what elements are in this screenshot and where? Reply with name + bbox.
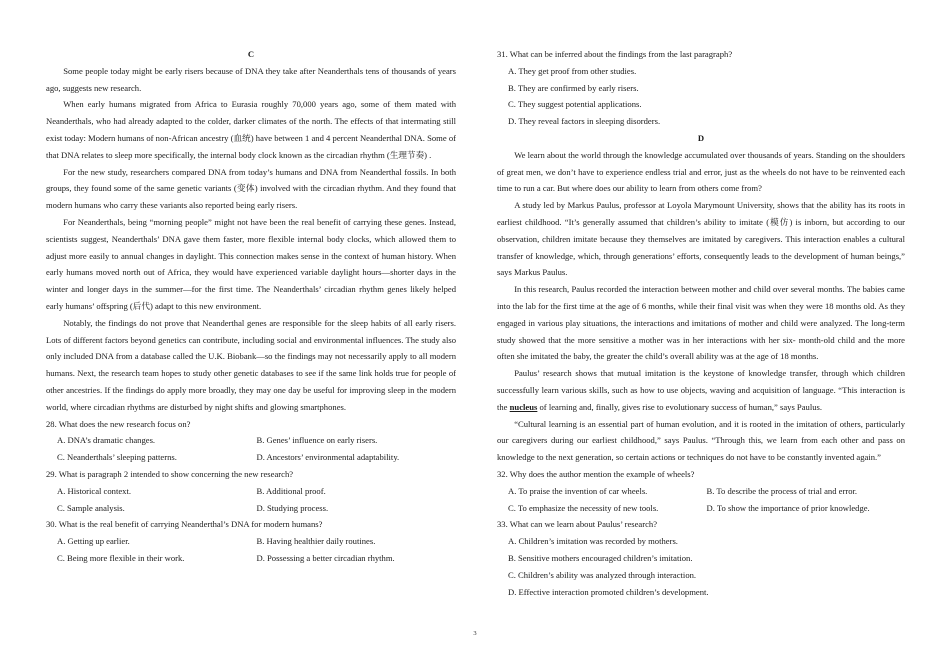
option-b: B. To describe the process of trial and error. [706,485,858,496]
question-30-stem: 30. What is the real benefit of carrying Neanderthal’s DNA for modern humans? [46,519,323,530]
option-b: B. Genes’ influence on early risers. [256,435,378,446]
option-c: C. To emphasize the necessity of new tools. [508,502,659,513]
keyword-nucleus: nucleus [509,401,538,412]
option-c: C. Neanderthals’ sleeping patterns. [57,452,177,463]
passage-d-paragraph-5: “Cultural learning is an essential part of human evolution, and it is rooted in the imitation of others, particularly our caregivers during our earliest childhood,” says Paulus. “Through this, we learn from each other and pass on knowledge to the next generation, so certain actions or techniques do not have to be constantly invented again.” [497,418,905,463]
paragraph-text: of learning and, finally, gives rise to evolutionary success of human,” says Paulus. [537,401,823,412]
option-c: C. Children’s ability was analyzed through interaction. [508,569,697,580]
question-30-options [46,533,456,567]
passage-c-paragraph-3: For the new study, researchers compared DNA from today’s humans and DNA from Neanderthal fossils. In both groups, they found some of the same genetic variants (变体) involved with the circadian rhythm. And they found that modern humans who carry these variants also reported being early risers. [46,166,456,211]
option-a: A. Getting up earlier. [57,536,130,547]
option-a: A. Historical context. [57,485,131,496]
section-heading-c: C [247,49,255,59]
paragraph-text: Paulus’ research shows that mutual imitation is the keystone of knowledge transfer, through which children successfully learn various skills, such as how to use objects, waving and acquisition of language. “This interaction is the [497,368,905,412]
option-c: C. They suggest potential applications. [508,99,642,110]
question-32-stem: 32. Why does the author mention the example of wheels? [497,468,695,479]
page-number: 3 [473,630,477,637]
question-31-stem: 31. What can be inferred about the findings from the last paragraph? [497,49,733,59]
option-d: D. Effective interaction promoted children’s development. [508,586,709,597]
question-28-stem: 28. What does the new research focus on? [46,418,191,429]
option-d: D. Ancestors’ environmental adaptability. [256,452,400,463]
question-29-options [46,483,456,517]
option-d: D. Studying process. [256,502,329,513]
option-c: C. Sample analysis. [57,502,125,513]
option-b: B. Additional proof. [256,485,326,496]
option-a: A. To praise the invention of car wheels. [508,485,648,496]
option-b: B. They are confirmed by early risers. [508,82,639,93]
passage-c-paragraph-1: Some people today might be early risers because of DNA they take after Neanderthals tens of thousands of years ago, suggests new research. [46,65,456,93]
option-a: A. Children’s imitation was recorded by mothers. [508,536,678,547]
question-29-stem: 29. What is paragraph 2 intended to show concerning the new research? [46,468,294,479]
question-33-options [497,533,905,600]
question-31-options [497,63,905,130]
passage-d-paragraph-3: In this research, Paulus recorded the interaction between mother and child over several months. The babies came into the lab for the first time at the age of 6 months, while their final visit was when they were 18 months old. As they engaged in various play situations, the interactions and imitations of mother and child were analyzed. The long-term study showed that the more sensitive a mother was in her interactions with her six- month-old child and the more often she imitated the baby, the greater the child’s overall ability was at the age of 18 months. [497,284,905,362]
section-heading-d: D [697,132,705,143]
option-b: B. Having healthier daily routines. [256,536,376,547]
option-a: A. They get proof from other studies. [508,65,637,76]
option-d: D. They reveal factors in sleeping disorders. [508,116,661,127]
question-28-options [46,432,456,466]
option-b: B. Sensitive mothers encouraged children’s imitation. [508,552,693,563]
question-32-options [497,483,905,517]
right-column [497,46,905,600]
passage-c-paragraph-4: For Neanderthals, being “morning people” might not have been the real benefit of carrying these genes. Instead, scientists suggest, Neanderthals’ DNA gave them faster, more flexible internal body clocks, which allowed them to adjust more easily to annual changes in daylight. This connection makes sense in the context of human history. When early humans moved north out of Africa, they would have experienced variable daylight hours—shorter days in the winter and longer days in the summer—for the first time. The Neanderthals’ circadian rhythm genes likely helped early humans’ offspring (后代) adapt to this new environment. [46,216,456,311]
passage-c-paragraph-2: When early humans migrated from Africa to Eurasia roughly 70,000 years ago, some of them mated with Neanderthals, who had already adapted to the colder, darker climates of the north. The effects of that intermating still exist today: Modern humans of non-African ancestry (血统) have between 1 and 4 percent Neanderthal DNA. Some of that DNA relates to sleep more specifically, the internal body clock known as the circadian rhythm (生理节奏) . [46,99,456,160]
passage-d-paragraph-1: We learn about the world through the knowledge accumulated over thousands of years. Standing on the shoulders of great men, we don’t have to experience endless trial and error, just as the wheels do not have to be reinvented each time to run a car. But where does our ability to learn from others come from? [497,149,905,194]
option-c: C. Being more flexible in their work. [57,552,185,563]
question-33-stem: 33. What can we learn about Paulus’ research? [497,519,658,530]
passage-d-paragraph-2: A study led by Markus Paulus, professor at Loyola Marymount University, shows that the ability has its roots in earliest childhood. “It’s generally assumed that children’s ability to imitate (模仿) is inborn, but according to our observation, children imitate because they themselves are imitated by caregivers. This interaction enables a cultural transfer of knowledge, which, through generations’ efforts, consequently leads to the development of human beings,” says Markus Paulus. [497,200,905,278]
passage-c-paragraph-5: Notably, the findings do not prove that Neanderthal genes are responsible for the sleep habits of all early risers. Lots of different factors beyond genetics can contribute, including social and environmental influences. The study also only included DNA from a database called the U.K. Biobank—so the findings may not necessarily apply to all modern humans. Next, the research team hopes to study other genetic databases to see if the same link holds true for people of other ancestries. If the findings do apply more broadly, they may one day be useful for improving sleep in the modern world, where circadian rhythms are disturbed by night shifts and glowing smartphones. [46,317,456,412]
left-column [46,46,456,567]
option-d: D. Possessing a better circadian rhythm. [256,552,395,563]
option-d: D. To show the importance of prior knowledge. [706,502,870,513]
passage-d-paragraph-4 [497,365,905,415]
option-a: A. DNA’s dramatic changes. [57,435,156,446]
